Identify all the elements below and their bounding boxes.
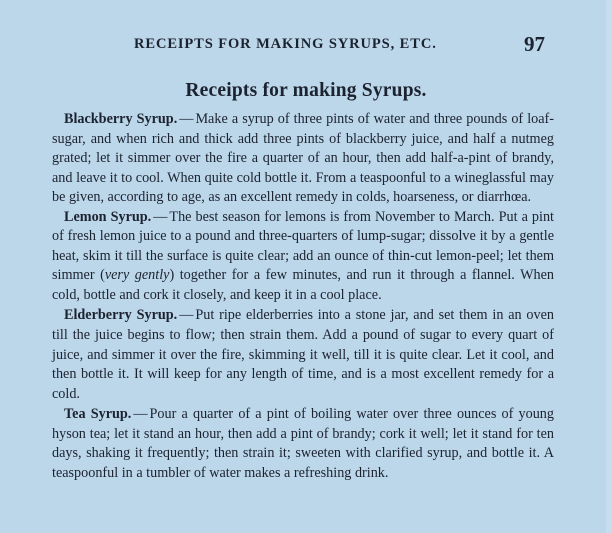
recipe-separator: — bbox=[133, 406, 148, 423]
recipe-name: Elderberry Syrup. bbox=[64, 307, 178, 324]
recipe-text: Pour a quarter of a pint of boiling water over three ounces of young hyson tea; let it stand an hour, then add a pint of brandy; cork it well; let it stand for ten days, shaking it frequently; then strain it; sweeten with clarified syrup, and bottle it. A teaspoonful in a tumbler of water makes a refreshing drink. bbox=[52, 406, 554, 481]
page-number: 97 bbox=[524, 32, 545, 56]
recipe-name: Tea Syrup. bbox=[64, 406, 132, 423]
recipe-name: Blackberry Syrup. bbox=[64, 111, 178, 127]
recipe-text-continued: ) together for a few minutes, and run it through a flannel. When cold, bottle and cork it closely, and keep it in a cool place. bbox=[52, 267, 555, 303]
section-title: Receipts for making Syrups. bbox=[185, 80, 427, 101]
recipe-text: The best season for lemons is from November to March. Put a pint of fresh lemon juice to a pound and three-quarters of lump-sugar; dissolve it by a gentle heat, skim it till the surface is quite clear; add an ounce of thin-cut lemon-peel; let them simmer ( bbox=[52, 208, 554, 284]
recipe-lemon-syrup bbox=[52, 208, 554, 306]
recipe-blackberry-syrup bbox=[52, 110, 554, 208]
running-header bbox=[0, 34, 612, 56]
recipe-elderberry-syrup bbox=[52, 306, 554, 404]
recipe-text: Put ripe elderberries into a stone jar, and set them in an oven till the juice begins to flow; then strain them. Add a pound of sugar to every quart of juice, and simmer it over the fire, skimming it well, till it is quite clear. Let it cool, and then bottle it. It will keep for any length of time, and is a most excellent remedy for a cold. bbox=[52, 307, 555, 402]
recipe-separator: — bbox=[179, 111, 194, 127]
running-title: RECEIPTS FOR MAKING SYRUPS, ETC. bbox=[134, 36, 437, 52]
recipe-text: Make a syrup of three pints of water and three pounds of loaf-sugar, and when rich and thick add three pints of blackberry juice, and half a nutmeg grated; let it simmer over the fire a quarter of an hour, then add half-a-pint of brandy, and leave it to cool. When quite cold bottle it. From a teaspoonful to a wineglassful may be given, according to age, as an excellent remedy in colds, hoarseness, or diarrhœa. bbox=[52, 111, 554, 206]
recipes-body bbox=[52, 110, 554, 483]
recipe-emphasis: very gently bbox=[104, 267, 170, 284]
recipe-separator: — bbox=[179, 307, 194, 324]
recipe-name: Lemon Syrup. bbox=[64, 208, 152, 225]
recipe-separator: — bbox=[153, 208, 168, 225]
recipe-tea-syrup bbox=[52, 405, 554, 483]
page-edge bbox=[606, 0, 612, 533]
